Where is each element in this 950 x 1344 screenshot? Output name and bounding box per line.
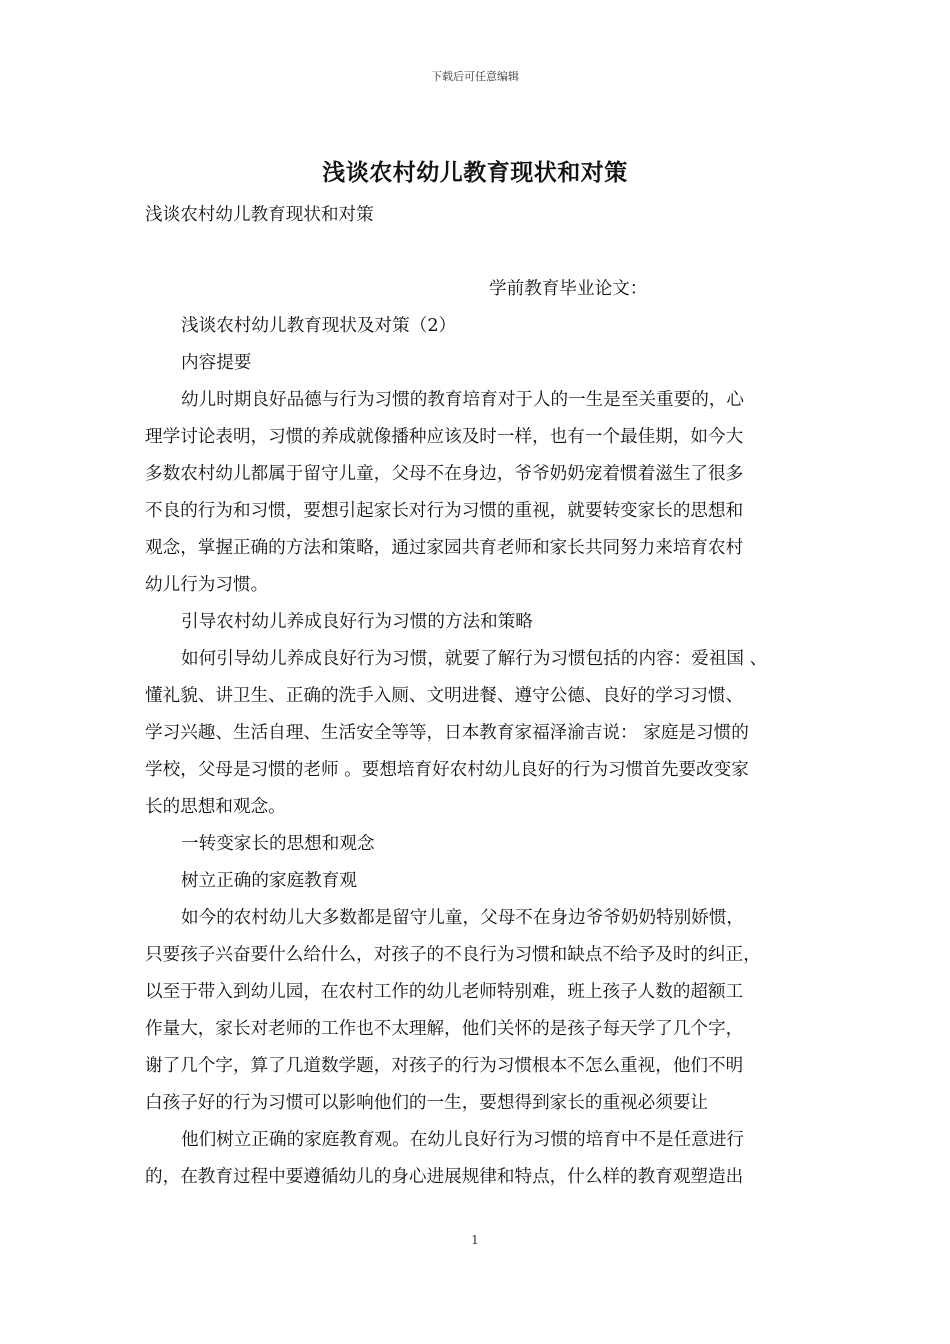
paragraph-line: 懂礼貌、讲卫生、正确的洗手入厕、文明进餐、遵守公德、良好的学习习惯、 xyxy=(145,686,744,706)
paragraph-line: 幼儿时期良好品德与行为习惯的教育培育对于人的一生是至关重要的，心 xyxy=(181,390,745,410)
paragraph-line: 以至于带入到幼儿园，在农村工作的幼儿老师特别难，班上孩子人数的超额工 xyxy=(145,982,744,1002)
paragraph-line: 谢了几个字，算了几道数学题，对孩子的行为习惯根本不怎么重视，他们不明 xyxy=(145,1056,744,1076)
paragraph-line: 如何引导幼儿养成良好行为习惯，就要了解行为习惯包括的内容：爱祖国 、 xyxy=(181,649,768,669)
section-title-line: 浅谈农村幼儿教育现状及对策（2） xyxy=(181,316,457,336)
paragraph-line: 白孩子好的行为习惯可以影响他们的一生，要想得到家长的重视必须要让 xyxy=(145,1093,709,1113)
heading-change-mindset: 一转变家长的思想和观念 xyxy=(181,834,375,854)
paragraph-line: 只要孩子兴奋要什么给什么，对孩子的不良行为习惯和缺点不给予及时的纠正， xyxy=(145,945,761,965)
paragraph-line: 他们树立正确的家庭教育观。在幼儿良好行为习惯的培育中不是任意进行 xyxy=(181,1130,745,1150)
heading-family-education: 树立正确的家庭教育观 xyxy=(181,871,357,891)
paragraph-line: 学习兴趣、生活自理、生活安全等等，日本教育家福泽渝吉说： 家庭是习惯的 xyxy=(145,723,749,743)
paragraph-line: 学校，父母是习惯的老师 。要想培育好农村幼儿良好的行为习惯首先要改变家 xyxy=(145,760,749,780)
page-number: 1 xyxy=(471,1233,479,1247)
paragraph-line: 长的思想和观念。 xyxy=(145,797,286,817)
subtitle-line: 浅谈农村幼儿教育现状和对策 xyxy=(145,205,374,225)
document-body xyxy=(145,197,809,1196)
paragraph-line: 观念，掌握正确的方法和策略，通过家园共育老师和家长共同努力来培育农村 xyxy=(145,538,744,558)
paragraph-line: 作量大，家长对老师的工作也不太理解，他们关怀的是孩子每天学了几个字， xyxy=(145,1019,744,1039)
paragraph-line: 理学讨论表明，习惯的养成就像播种应该及时一样，也有一个最佳期，如今大 xyxy=(145,427,744,447)
paragraph-line: 如今的农村幼儿大多数都是留守儿童，父母不在身边爷爷奶奶特别娇惯， xyxy=(181,908,745,928)
blank-line xyxy=(145,234,809,271)
heading-abstract: 内容提要 xyxy=(181,353,252,373)
thesis-label: 学前教育毕业论文： xyxy=(489,279,648,299)
header-note: 下载后可任意编辑 xyxy=(431,70,519,83)
heading-methods: 引导农村幼儿养成良好行为习惯的方法和策略 xyxy=(181,612,533,632)
paragraph-line: 不良的行为和习惯，要想引起家长对行为习惯的重视，就要转变家长的思想和 xyxy=(145,501,744,521)
paragraph-line: 的，在教育过程中要遵循幼儿的身心进展规律和特点，什么样的教育观塑造出 xyxy=(145,1167,744,1187)
paragraph-line: 多数农村幼儿都属于留守儿童，父母不在身边，爷爷奶奶宠着惯着滋生了很多 xyxy=(145,464,744,484)
paragraph-line: 幼儿行为习惯。 xyxy=(145,575,269,595)
document-title: 浅谈农村幼儿教育现状和对策 xyxy=(322,159,628,186)
